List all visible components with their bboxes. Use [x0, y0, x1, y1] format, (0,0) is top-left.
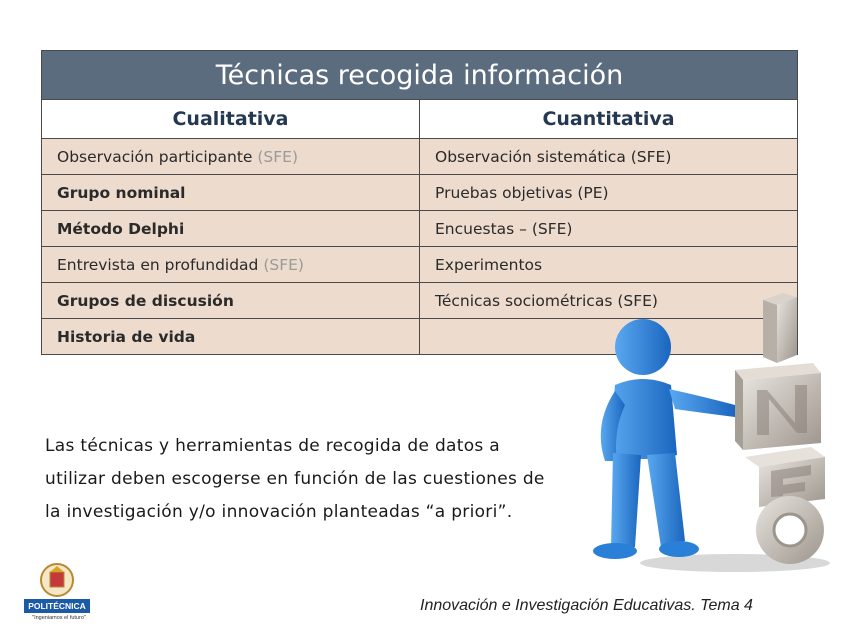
body-line: Las técnicas y herramientas de recogida de datos a [45, 436, 501, 456]
qualitative-cell [42, 247, 420, 283]
qualitative-technique: Grupos de discusión [57, 291, 234, 310]
body-paragraph [45, 430, 565, 529]
crest-icon [24, 562, 94, 600]
table-row [42, 139, 798, 175]
table-row [42, 211, 798, 247]
letter-o-block [756, 496, 824, 564]
quantitative-cell: Encuestas – (SFE) [420, 211, 798, 247]
qualitative-cell [42, 175, 420, 211]
blue-figure [593, 319, 735, 559]
quantitative-cell: Técnicas sociométricas (SFE) [420, 283, 798, 319]
technique-tag: (SFE) [252, 147, 299, 166]
technique-tag: (SFE) [258, 255, 304, 274]
header-qualitative: Cualitativa [42, 100, 420, 139]
qualitative-cell [42, 139, 420, 175]
qualitative-cell [42, 319, 420, 355]
qualitative-cell [42, 283, 420, 319]
quantitative-cell: Pruebas objetivas (PE) [420, 175, 798, 211]
logo-label: POLITÉCNICA [24, 599, 90, 613]
university-logo [24, 562, 94, 628]
quantitative-cell: Experimentos [420, 247, 798, 283]
letter-n-block [735, 363, 821, 450]
footer-caption: Innovación e Investigación Educativas. Tema 4 [420, 597, 753, 614]
qualitative-technique: Historia de vida [57, 327, 196, 346]
table-title: Técnicas recogida información [42, 51, 798, 100]
quantitative-cell: Observación sistemática (SFE) [420, 139, 798, 175]
letter-i-block [763, 293, 797, 363]
table-row [42, 175, 798, 211]
qualitative-technique: Observación participante [57, 147, 253, 166]
qualitative-technique: Método Delphi [57, 219, 185, 238]
body-line: la investigación y/o innovación planteadas “a priori”. [45, 502, 513, 522]
table-row [42, 247, 798, 283]
logo-motto: "Ingeniamos el futuro" [32, 615, 86, 621]
header-quantitative: Cuantitativa [420, 100, 798, 139]
qualitative-cell [42, 211, 420, 247]
qualitative-technique: Grupo nominal [57, 183, 186, 202]
qualitative-technique: Entrevista en profundidad [57, 255, 259, 274]
body-line: utilizar deben escogerse en función de las cuestiones de [45, 469, 545, 489]
info-figure-illustration [585, 285, 835, 575]
